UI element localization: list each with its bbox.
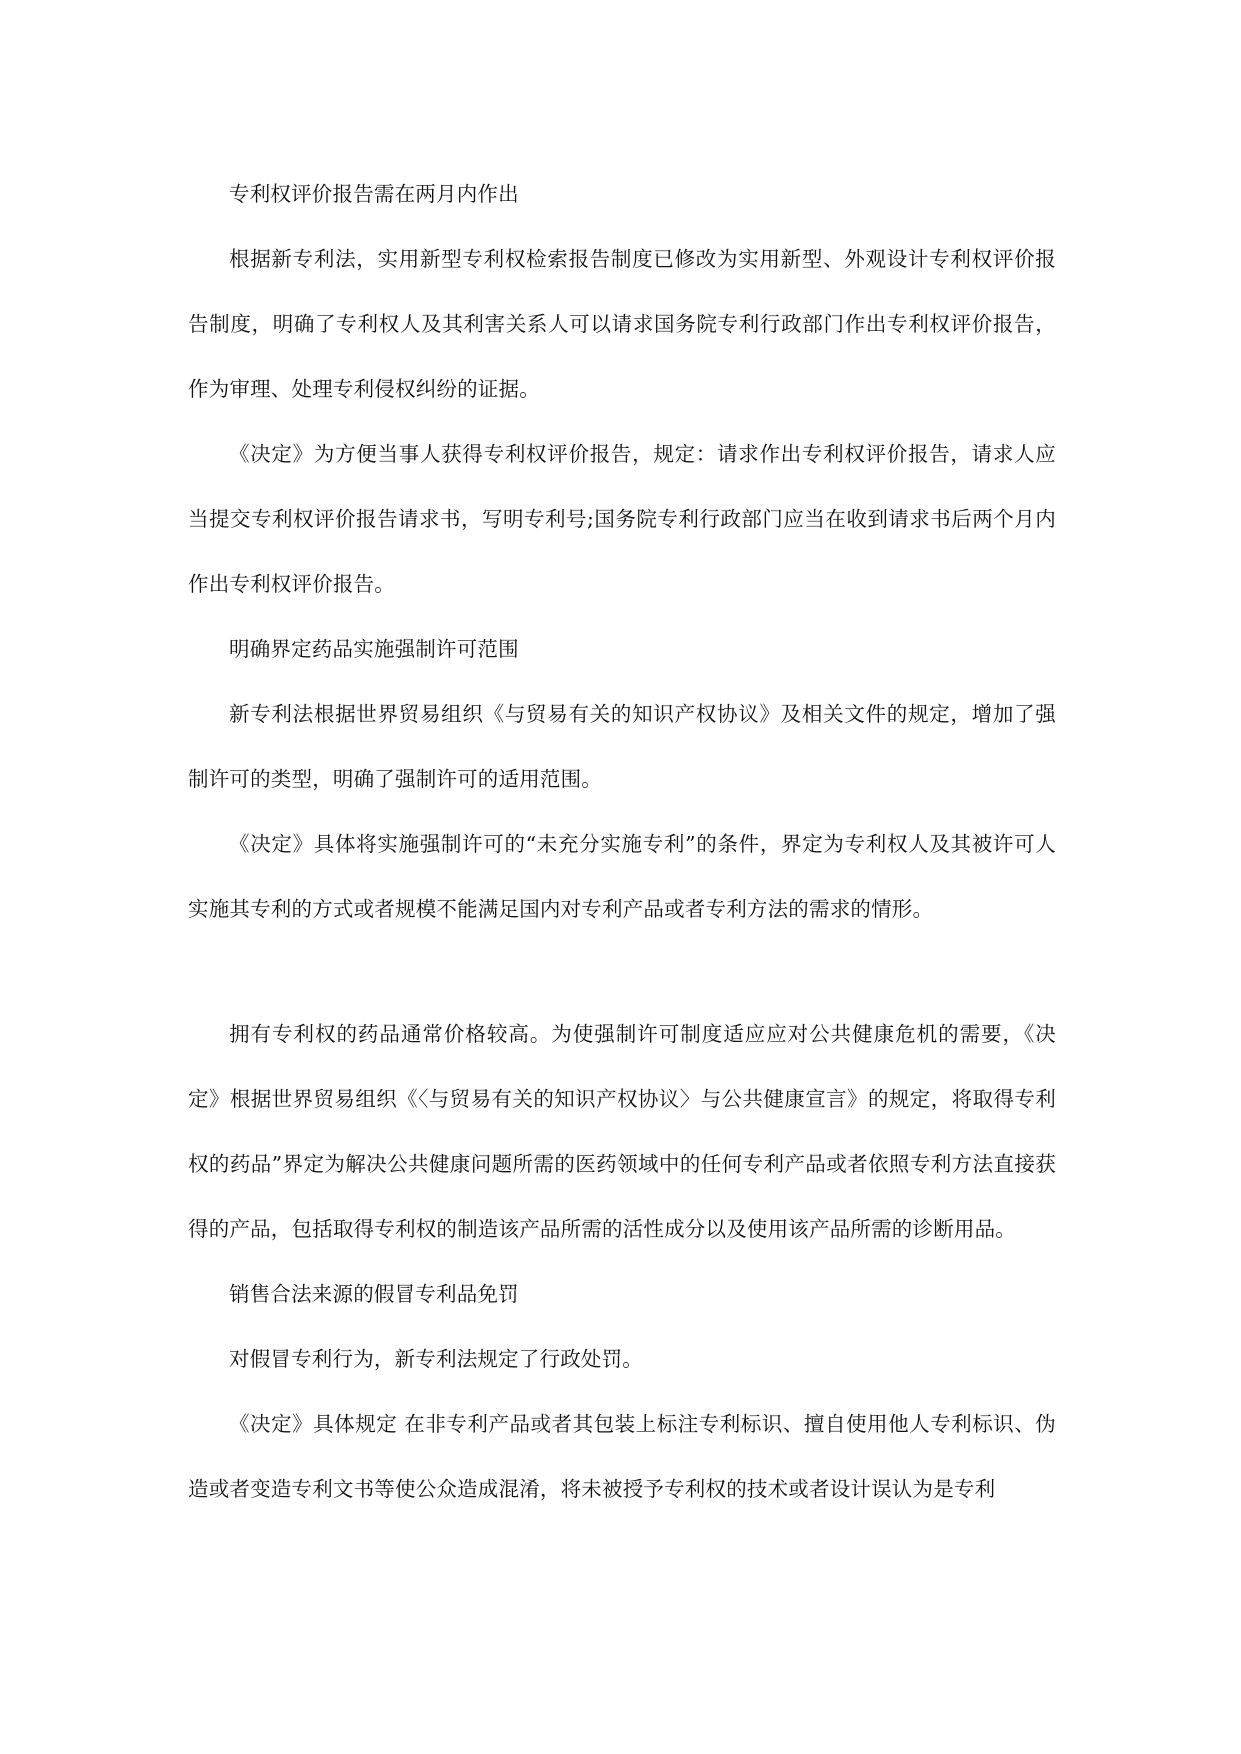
section-heading-evaluation-report: 专利权评价报告需在两月内作出: [229, 182, 519, 206]
paragraph-administrative-penalty: 对假冒专利行为，新专利法规定了行政处罚。: [229, 1347, 643, 1371]
section-heading-counterfeit-patent: 销售合法来源的假冒专利品免罚: [229, 1282, 519, 1306]
paragraph-insufficient-implementation: 《决定》具体将实施强制许可的“未充分实施专利”的条件，界定为专利权人及其被许可人实施其专利的方式或者规模不能满足国内对专利产品或者专利方法的需求的情形。: [188, 832, 1056, 921]
paragraph-decision-counterfeit: 《决定》具体规定 在非专利产品或者其包装上标注专利标识、擅自使用他人专利标识、伪造或者变造专利文书等使公众造成混淆，将未被授予专利权的技术或者设计误认为是专利: [188, 1412, 1056, 1501]
paragraph-evaluation-system: 根据新专利法，实用新型专利权检索报告制度已修改为实用新型、外观设计专利权评价报告制度，明确了专利权人及其利害关系人可以请求国务院专利行政部门作出专利权评价报告，作为审理、处理专利侵权纠纷的证据。: [188, 247, 1056, 401]
paragraph-compulsory-license-types: 新专利法根据世界贸易组织《与贸易有关的知识产权协议》及相关文件的规定，增加了强制许可的类型，明确了强制许可的适用范围。: [188, 702, 1056, 791]
section-heading-compulsory-license: 明确界定药品实施强制许可范围: [229, 637, 519, 661]
paragraph-decision-evaluation: 《决定》为方便当事人获得专利权评价报告，规定：请求作出专利权评价报告，请求人应当提交专利权评价报告请求书，写明专利号;国务院专利行政部门应当在收到请求书后两个月内作出专利权评价报告。: [188, 442, 1056, 596]
document-body: [188, 162, 1056, 1522]
paragraph-patented-drugs: 拥有专利权的药品通常价格较高。为使强制许可制度适应应对公共健康危机的需要，《决定》根据世界贸易组织《〈与贸易有关的知识产权协议〉与公共健康宣言》的规定，将取得专利权的药品”界定为解决公共健康问题所需的医药领域中的任何专利产品或者依照专利方法直接获得的产品，包括取得专利权的制造该产品所需的活性成分以及使用该产品所需的诊断用品。: [188, 1022, 1056, 1241]
paragraph-spacer: [188, 942, 1056, 1002]
